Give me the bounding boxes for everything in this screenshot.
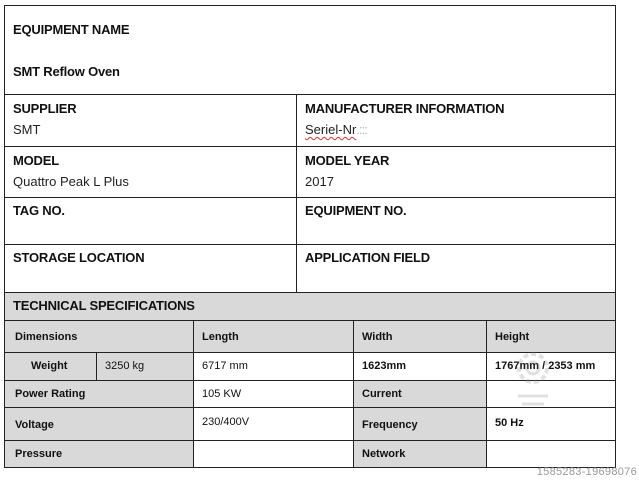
current-label-cell [354, 381, 487, 407]
current-label: Current [362, 388, 402, 400]
power-value: 105 KW [202, 388, 242, 400]
width-value-cell [354, 353, 487, 380]
manufacturer-cell [297, 95, 615, 146]
width-label: Width [362, 331, 393, 343]
pressure-value-cell [194, 441, 354, 467]
manufacturer-value-obscured: .::: [356, 122, 367, 137]
tech-specs-header [5, 293, 615, 321]
length-value: 6717 mm [202, 360, 248, 372]
equipment-name-value: SMT Reflow Oven [13, 64, 120, 79]
tag-row [5, 198, 615, 245]
height-label: Height [495, 331, 530, 343]
pressure-label: Pressure [15, 448, 63, 460]
tag-label: TAG NO. [13, 203, 65, 218]
supplier-value: SMT [13, 122, 41, 137]
width-value: 1623mm [362, 360, 407, 372]
power-value-cell [194, 381, 354, 407]
storage-row [5, 245, 615, 293]
application-cell [297, 245, 615, 292]
model-cell [5, 147, 297, 197]
equipment-name-row [5, 6, 615, 95]
listing-watermark: 1585283-19698076 [536, 466, 637, 478]
model-row [5, 147, 615, 198]
width-header-cell [354, 321, 487, 352]
manufacturer-label: MANUFACTURER INFORMATION [305, 101, 505, 116]
equipment-no-cell [297, 198, 615, 244]
power-label-cell [5, 381, 194, 407]
dimensions-label: Dimensions [15, 331, 78, 343]
network-label-cell [354, 441, 487, 467]
length-header-cell [194, 321, 354, 352]
model-value: Quattro Peak L Plus [13, 174, 129, 189]
weight-label: Weight [31, 360, 68, 372]
frequency-label-cell [354, 408, 487, 440]
voltage-value: 230/400V [202, 416, 250, 428]
frequency-value: 50 Hz [495, 417, 524, 429]
pressure-row [5, 441, 615, 468]
weight-value: 3250 kg [105, 360, 145, 372]
tag-cell [5, 198, 297, 244]
storage-cell [5, 245, 297, 292]
model-year-value: 2017 [305, 174, 334, 189]
voltage-label: Voltage [15, 419, 54, 431]
frequency-label: Frequency [362, 419, 418, 431]
storage-label: STORAGE LOCATION [13, 250, 145, 265]
pressure-label-cell [5, 441, 194, 467]
network-label: Network [362, 448, 406, 460]
weight-label-cell [5, 353, 97, 380]
model-label: MODEL [13, 153, 59, 168]
height-value: 1767mm / 2353 mm [495, 360, 596, 372]
power-label: Power Rating [15, 388, 86, 400]
application-label: APPLICATION FIELD [305, 250, 430, 265]
equipment-name-label: EQUIPMENT NAME [13, 22, 130, 37]
supplier-row [5, 95, 615, 147]
voltage-value-cell [194, 408, 354, 440]
network-value-cell [487, 441, 615, 467]
supplier-label: SUPPLIER [13, 101, 77, 116]
model-year-label: MODEL YEAR [305, 153, 390, 168]
model-year-cell [297, 147, 615, 197]
supplier-cell [5, 95, 297, 146]
manufacturer-value [305, 122, 367, 137]
equipment-no-label: EQUIPMENT NO. [305, 203, 407, 218]
gear-watermark-icon [508, 346, 558, 416]
length-value-cell [194, 353, 354, 380]
manufacturer-value-prefix: Seriel-Nr [305, 122, 357, 137]
tech-specs-title: TECHNICAL SPECIFICATIONS [13, 298, 195, 313]
weight-value-cell [97, 353, 194, 380]
voltage-label-cell [5, 408, 194, 440]
dimensions-cell [5, 321, 194, 352]
length-label: Length [202, 331, 239, 343]
